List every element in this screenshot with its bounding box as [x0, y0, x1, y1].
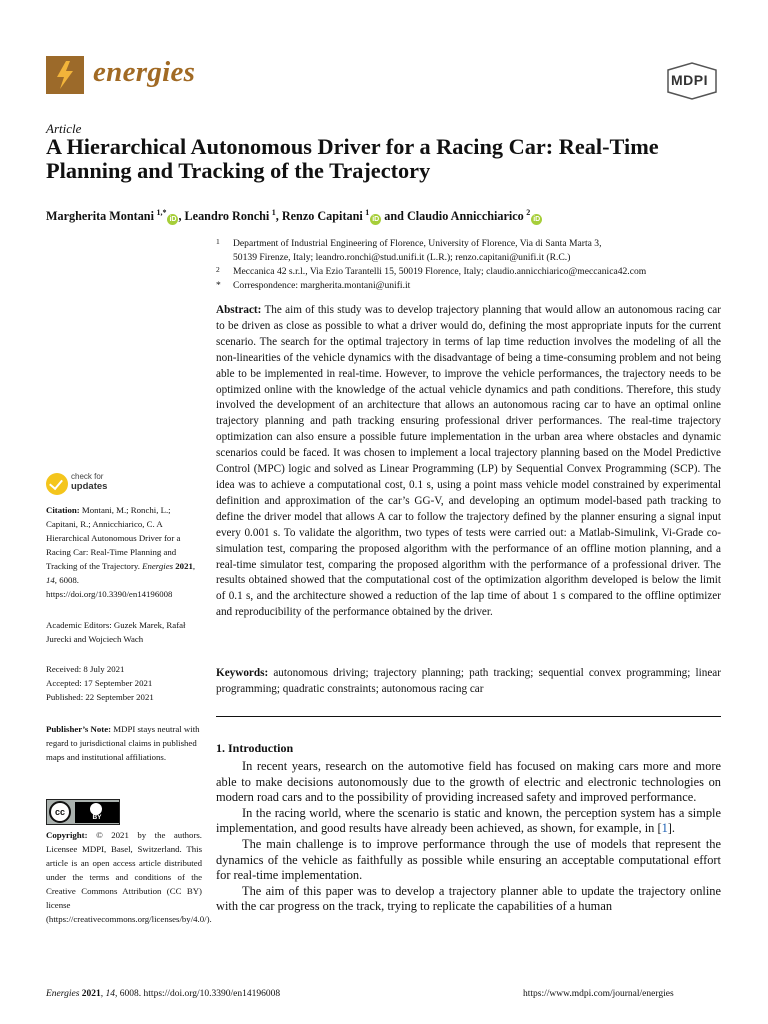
orcid-icon[interactable]: iD	[169, 216, 177, 223]
publishers-note	[46, 722, 202, 764]
affiliation-mark: 1	[216, 237, 220, 246]
author-name[interactable]: Renzo Capitani	[281, 209, 363, 223]
footer-volume: 14	[105, 989, 116, 999]
by-icon	[75, 802, 119, 823]
cc-by-license-badge[interactable]	[46, 799, 120, 825]
reference-link[interactable]: 1	[661, 821, 668, 836]
academic-editors: Academic Editors: Guzek Marek, Rafał Jurecki and Wojciech Wach	[46, 620, 186, 644]
citation-doi-link[interactable]: https://doi.org/10.3390/en14196008	[46, 589, 173, 599]
section-divider	[216, 716, 721, 717]
paragraph: The aim of this paper was to develop a trajectory planner able to update the trajectory online with the car progress on the track, trying to replicate the capabilities of a human	[216, 883, 721, 914]
section-heading: 1. Introduction	[216, 741, 294, 755]
author-affil-mark: 1,*	[156, 208, 167, 217]
author-separator: ,	[178, 209, 185, 223]
page-title: A Hierarchical Autonomous Driver for a Racing Car: Real-Time Planning and Tracking of the Trajectory	[46, 134, 659, 183]
author-name[interactable]: Claudio Annicchiarico	[406, 209, 524, 223]
cc-icon: cc	[49, 801, 71, 823]
affiliation-line: Department of Industrial Engineering of Florence, University of Florence, Via di Santa Marta 3,	[233, 238, 602, 249]
affiliation-line: Meccanica 42 s.r.l., Via Ezio Tarantelli 15, 50019 Florence, Italy; claudio.annicchiarico@meccanica42.com	[233, 266, 647, 277]
keywords	[216, 666, 721, 698]
article-type: Article	[46, 121, 82, 136]
introduction-body	[216, 759, 721, 915]
abstract-text: The aim of this study was to develop trajectory planning that would allow an autonomous racing car to be driven as close as possible to what a driver would do, defining the most appropriate inputs for the current scenario. The search for the optimal trajectory in terms of lap time reduction involves the modeling of all the non-linearities of the vehicle dynamics with the disadvantage of being a time-consuming problem and not being able to be implemented in real-time. However, to improve the vehicle performances, the trajectory needs to be optimized online with the knowledge of the actual vehicle dynamics and path conditions. Therefore, this study involved the development of an architecture that allows an autonomous racing car to have an optimal online trajectory planning and path tracking ensuring professional driver performances. The real-time trajectory optimization can also ensure a possible future implementation in the urban area where obstacles and dynamic scenarios could be faced. It was chosen to implement a local trajectory planning based on the Model Predictive Control (MPC) logic and solved as Linear Programming (LP) by Sequential Convex Programming (SCP). The idea was to achieve a computational cost, 0.1 s, using a point mass vehicle model constrained by experimental definition and approximation of the car’s GG-V, and developing an optimum model-based path tracking to define the driver model that allows A car to follow the trajectory defined by the planner ensuring a signal input every 0.001 s. To validate the algorithm, two types of tests were carried out: a Matlab-Simulink, Vi-Grade co-simulation test, comparing the proposed algorithm with the performance of an offline motion planning, and a real-time simulator test, comparing the proposed algorithm with the performance of a professional driver. The results obtained showed that the computational cost of the optimization algorithm developed is below the limit of 0.1 s, and the architecture showed a reduction of the lap time of about 1 s compared to the offline optimizer and reproducibility of the performance obtained by the driver.	[216, 304, 721, 619]
paragraph: The main challenge is to improve performance through the use of models that represent the dynamics of the vehicle as faithfully as possible while ensuring an acceptable computational effort for real-time implementation.	[216, 836, 721, 883]
affiliations	[216, 237, 736, 293]
affiliation-2	[216, 265, 736, 279]
author-affil-mark: 1	[365, 208, 370, 217]
author-affil-mark: 1	[271, 208, 276, 217]
author-name[interactable]: Margherita Montani	[46, 209, 154, 223]
paragraph: In recent years, research on the automotive field has focused on making cars more and more able to make decisions autonomously due to the growth of electric and electronic technologies on modern road cars and to the possibility of providing increased safety and improved performance.	[216, 759, 721, 805]
keywords-text: autonomous driving; trajectory planning; path tracking; sequential convex programming; linear programming; quadratic constraints; autonomous racing car	[216, 667, 721, 695]
abstract	[216, 303, 721, 621]
copyright-notice	[46, 828, 212, 926]
keywords-label: Keywords:	[216, 667, 269, 679]
footer-doi[interactable]: , 6008. https://doi.org/10.3390/en14196008	[115, 989, 281, 999]
footer-year: 2021	[81, 989, 101, 999]
affiliation-mark: *	[216, 280, 221, 291]
abstract-label: Abstract:	[216, 304, 262, 316]
paragraph-text: ].	[667, 821, 676, 836]
author-separator: ,	[275, 209, 282, 223]
publication-dates	[46, 662, 202, 704]
paragraph-text: In the racing world, where the scenario is static and known, the perception system has a simple implementation, and good results have already been achieved, as shown, for example, in [	[216, 805, 721, 836]
citation-pages: , 6008.	[54, 575, 79, 585]
paragraph	[216, 806, 721, 837]
affiliation-1	[216, 237, 736, 265]
author-list	[46, 205, 736, 225]
journal-logo-icon	[46, 56, 84, 94]
affiliation-line: 50139 Firenze, Italy; leandro.ronchi@stud.unifi.it (L.R.); renzo.capitani@unifi.it (R.C.)	[233, 252, 571, 263]
footer-journal: Energies	[46, 989, 80, 999]
published-date: Published: 22 September 2021	[46, 692, 154, 702]
check-updates-line1: check for	[71, 472, 104, 481]
check-for-updates-button[interactable]	[46, 470, 156, 500]
publishers-note-text: MDPI stays neutral with regard to jurisdictional claims in published maps and institutional affiliations.	[46, 724, 200, 762]
mdpi-logo[interactable]	[664, 62, 720, 100]
copyright-text: © 2021 by the authors. Licensee MDPI, Basel, Switzerland. This article is an open access article distributed under the terms and conditions of the Creative Commons Attribution (CC BY) license (https://creativecommons.org/licenses/by/4.0/).	[46, 830, 212, 924]
footer-citation: Energies 2021, 14, 6008. https://doi.org/10.3390/en14196008	[46, 989, 281, 999]
accepted-date: Accepted: 17 September 2021	[46, 678, 153, 688]
correspondence-line: Correspondence: margherita.montani@unifi.it	[233, 280, 411, 291]
check-icon	[46, 473, 68, 495]
publishers-note-label: Publisher’s Note:	[46, 724, 112, 734]
citation-block: Citation: Montani, M.; Ronchi, L.; Capitani, R.; Annicchiarico, C. A Hierarchical Autonomous Driver for a Racing Car: Real-Time Planning and Tracking of the Trajectory. Energies 2021, 14, 6008. https://doi.org/10.3390/en14196008	[46, 505, 196, 599]
orcid-icon[interactable]: iD	[372, 216, 380, 223]
check-updates-line2: updates	[71, 481, 108, 492]
author-affil-mark: 2	[526, 208, 531, 217]
author-name[interactable]: Leandro Ronchi	[184, 209, 270, 223]
received-date: Received: 8 July 2021	[46, 664, 125, 674]
author-separator: and	[381, 209, 407, 223]
affiliation-mark: 2	[216, 265, 220, 274]
citation-label: Citation:	[46, 505, 80, 515]
citation-volume: 14	[46, 575, 55, 585]
citation-journal: Energies	[142, 561, 174, 571]
orcid-icon[interactable]: iD	[533, 216, 541, 223]
journal-name[interactable]: energies	[93, 56, 196, 88]
mdpi-logo-label: MDPI	[671, 72, 708, 88]
by-label: BY	[92, 814, 102, 821]
citation-year: 2021	[175, 561, 193, 571]
copyright-label: Copyright:	[46, 830, 88, 840]
correspondence	[216, 279, 736, 293]
footer-journal-url[interactable]: https://www.mdpi.com/journal/energies	[523, 989, 674, 999]
citation-text: Montani, M.; Ronchi, L.; Capitani, R.; Annicchiarico, C. A Hierarchical Autonomous Driver for a Racing Car: Real-Time Planning and Tracking of the Trajectory.	[46, 505, 181, 571]
